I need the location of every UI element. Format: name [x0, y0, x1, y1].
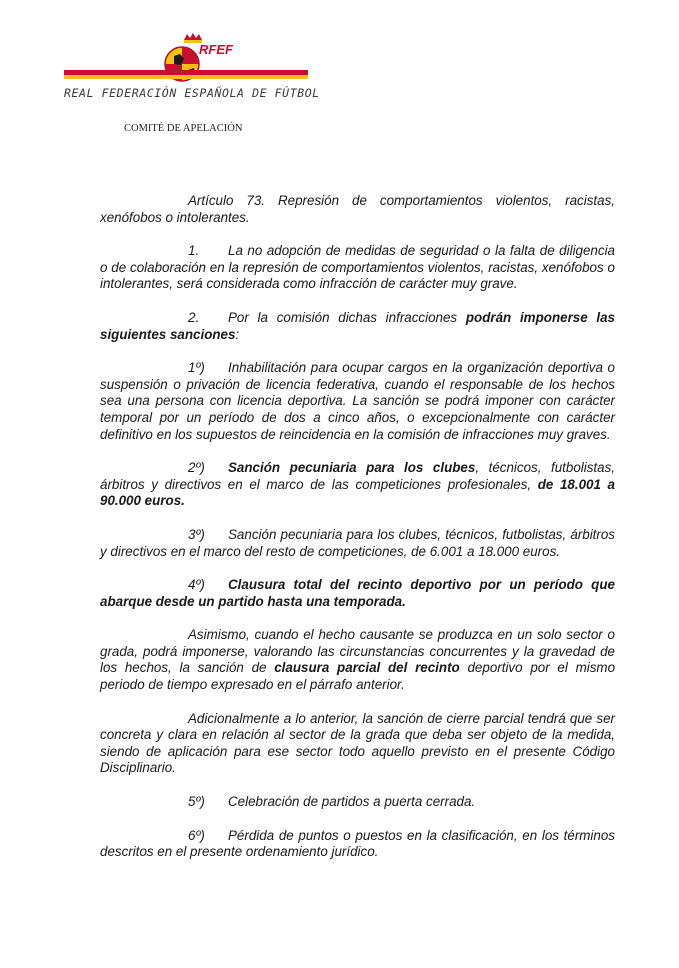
- paragraph-asimismo: Asimismo, cuando el hecho causante se produzca en un solo sector o grada, podrá imponerse, valorando las circunstancias concurrentes y la gravedad de los hechos, la sanción de clausura parcial del recinto deportivo por el mismo periodo de tiempo expresado en el párrafo anterior.: [100, 627, 616, 693]
- paragraph-2: 2. Por la comisión dichas infracciones podrán imponerse las siguientes sanciones:: [100, 309, 616, 342]
- sanction-3: 3º) Sanción pecuniaria para los clubes, técnicos, futbolistas, árbitros y directivos en el marco del resto de competiciones, de 6.001 a 18.000 euros.: [100, 526, 615, 559]
- article-title: Artículo 73. Represión de comportamientos violentos, racistas, xenófobos o intolerantes.: [100, 193, 615, 225]
- sanction-2: 2º) Sanción pecuniaria para los clubes, técnicos, futbolistas, árbitros y directivos en el marco de las competiciones profesionales, de 18.001 a 90.000 euros.: [100, 460, 616, 509]
- sanction-4: 4º) Clausura total del recinto deportivo por un período que abarque desde un partido hasta una temporada.: [100, 577, 615, 609]
- federation-name: REAL FEDERACIÓN ESPAÑOLA DE FÚTBOL: [64, 86, 320, 100]
- letterhead: [0, 0, 679, 140]
- flag-stripes: [64, 70, 308, 79]
- paragraph-adicional: Adicionalmente a lo anterior, la sanción de cierre parcial tendrá que ser concreta y clara en relación al sector de la grada que deba ser objeto de la medida, siendo de aplicación para ese sector todo aquello previsto en el presente Código Disciplinario.: [100, 710, 615, 776]
- sanction-1: 1º) Inhabilitación para ocupar cargos en la organización deportiva o suspensión o privación de licencia federativa, cuando el responsable de los hechos sea una persona con licencia deportiva. La sanción se podrá imponer con carácter temporal por un período de dos a cinco años, o excepcionalmente con carácter definitivo en los supuestos de reincidencia en la comisión de infracciones muy graves.: [100, 360, 615, 442]
- committee-name: COMITÉ DE APELACIÓN: [124, 123, 243, 134]
- sanction-5: 5º) Celebración de partidos a puerta cerrada.: [188, 794, 476, 810]
- paragraph-1: 1. La no adopción de medidas de seguridad o la falta de diligencia o de colaboración en la represión de comportamientos violentos, racistas, xenófobos o intolerantes, será considerada como infracción de carácter muy grave.: [100, 243, 615, 292]
- sanction-6: 6º) Pérdida de puntos o puestos en la clasificación, en los términos descritos en el presente ordenamiento jurídico.: [100, 827, 615, 860]
- document-body: [100, 193, 615, 878]
- crest-lettering: RFEF: [199, 42, 233, 57]
